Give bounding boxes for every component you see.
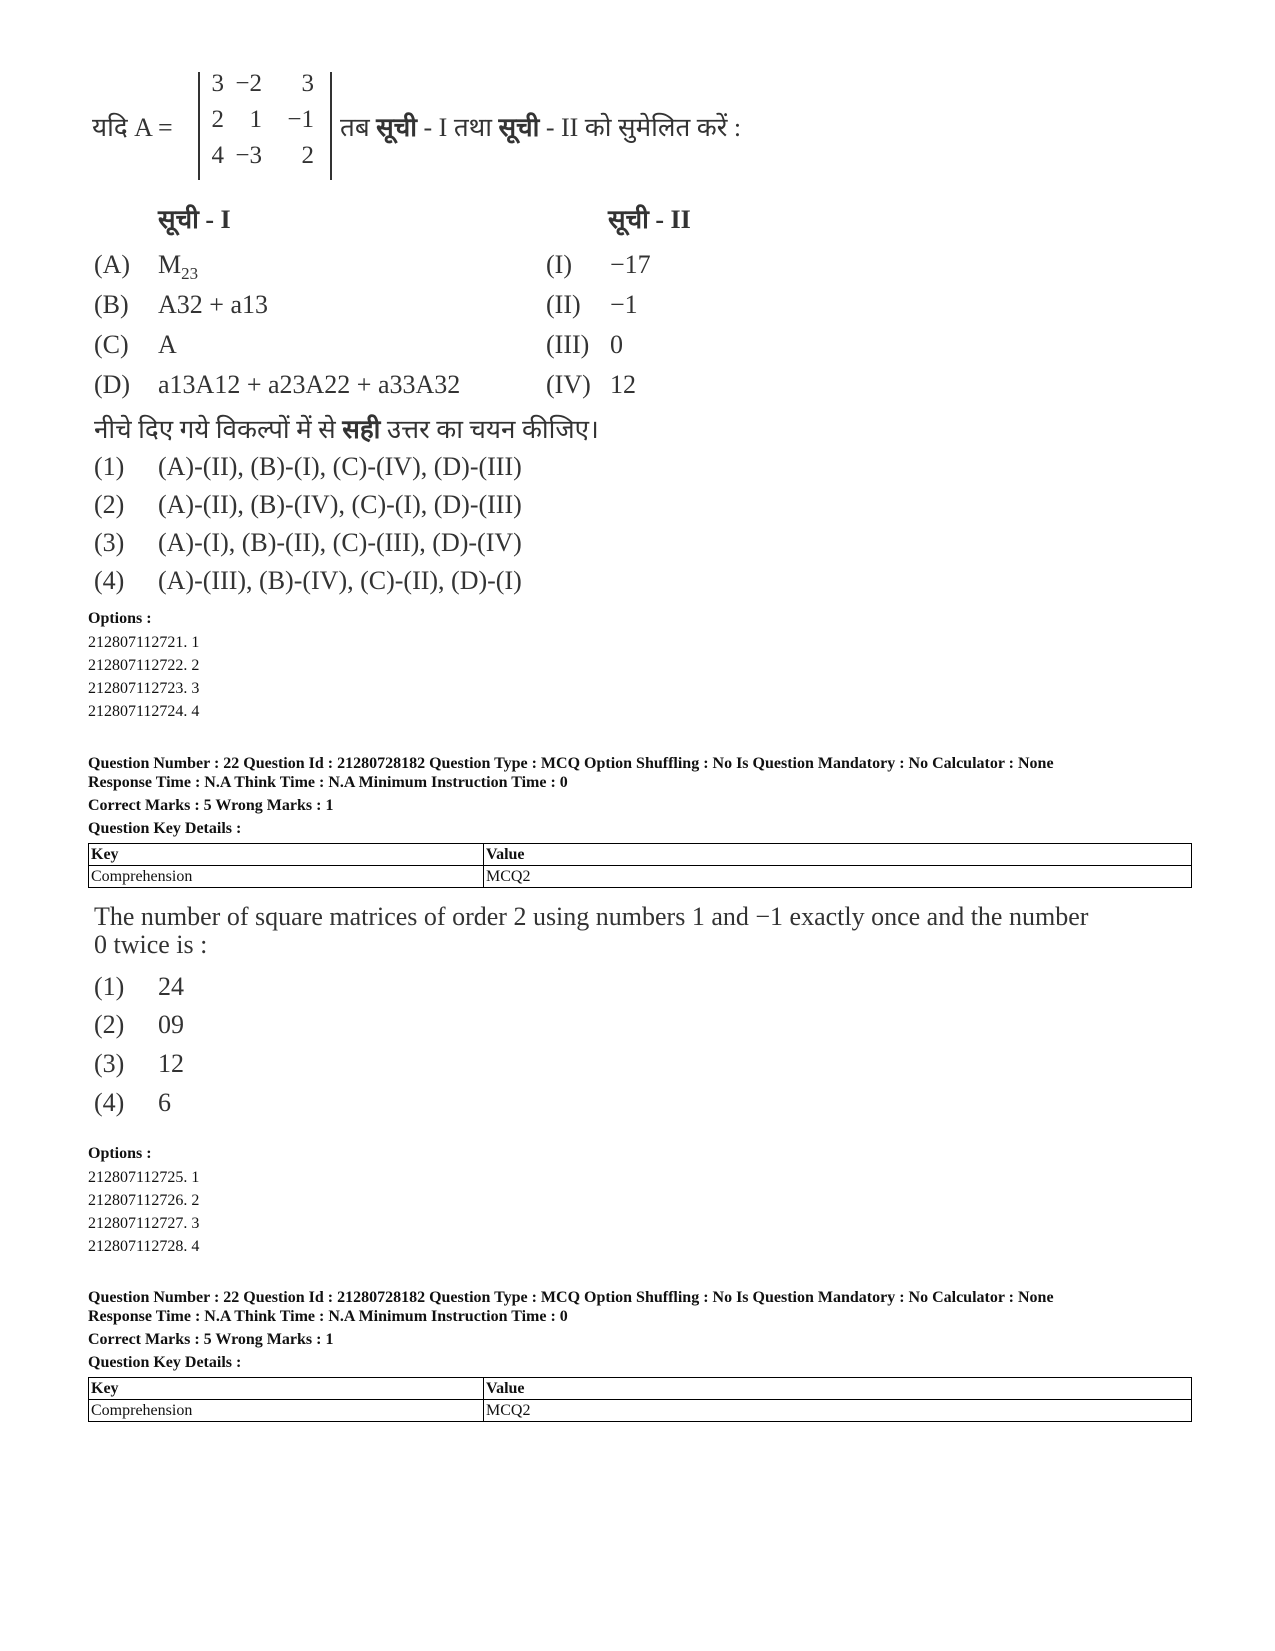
q2-option-id: 212807112727. 3 [88,1215,200,1232]
q1-options-label: Options : [88,610,152,627]
q2-choice [94,1049,184,1079]
choice-label: (3) [94,1049,125,1078]
q1-option-id: 212807112724. 4 [88,703,200,720]
q1-suchi-word-2: सूची [498,113,540,142]
q1-choice [94,490,522,520]
q2-option-id: 212807112728. 4 [88,1238,200,1255]
choice-text: 12 [158,1049,184,1078]
choice-label: (3) [94,528,125,557]
q1-suffix-2: - II को सुमेलित करें : [539,113,742,142]
table-cell-key: Comprehension [89,1400,484,1422]
list2-label: (III) [546,330,590,359]
choose-suffix: उत्तर का चयन कीजिए। [380,415,599,444]
determinant-matrix [198,72,332,180]
q1-suchi-word: सूची [376,113,417,142]
list2-item [546,250,651,280]
b2-key-details-label: Question Key Details : [88,820,242,837]
choice-label: (4) [94,1088,125,1117]
q1-choose-line [94,410,599,446]
list2-item [546,290,638,320]
list2-item [546,330,623,360]
b2-meta-line-1: Question Number : 22 Question Id : 21280728182 Question Type : MCQ Option Shuffling : No Is Question Mandatory : No Calculator : None [88,755,1054,772]
table-row [89,1400,1192,1422]
choice-text: 24 [158,972,184,1001]
choice-text: (A)-(III), (B)-(IV), (C)-(II), (D)-(I) [158,566,522,595]
list1-item [94,250,198,284]
matrix-cell: −1 [287,106,314,133]
list2-heading [608,200,691,236]
b3-key-table [88,1377,1192,1422]
choice-label: (2) [94,490,125,519]
table-header-key: Key [89,844,484,866]
matrix-cell: 2 [301,142,314,169]
list1-label: (D) [94,370,131,399]
q2-text-line-1: The number of square matrices of order 2 using numbers 1 and −1 exactly once and the number [94,902,1089,931]
b3-meta-line-2: Response Time : N.A Think Time : N.A Minimum Instruction Time : 0 [88,1308,568,1325]
list1-item [94,290,268,320]
matrix-cell: 4 [211,142,224,169]
b3-key-details-label: Question Key Details : [88,1354,242,1371]
choice-text: (A)-(II), (B)-(IV), (C)-(I), (D)-(III) [158,490,522,519]
list1-a-base: M [158,250,182,279]
list2-value: −17 [610,250,651,279]
choice-label: (1) [94,452,125,481]
choose-bold: सही [342,415,381,444]
choice-text: (A)-(II), (B)-(I), (C)-(IV), (D)-(III) [158,452,522,481]
list2-value: 12 [610,370,636,399]
q2-text-line-2: 0 twice is : [94,930,208,959]
matrix-cell: −2 [235,70,262,97]
q2-choice [94,1010,184,1040]
q1-prefix: यदि A = [92,113,173,142]
q2-option-id: 212807112726. 2 [88,1192,200,1209]
list2-label: (II) [546,290,581,319]
list2-value: −1 [610,290,638,319]
b2-meta-line-2: Response Time : N.A Think Time : N.A Minimum Instruction Time : 0 [88,774,568,791]
list1-heading-word: सूची [158,205,199,234]
list1-item [94,330,177,360]
q1-option-id: 212807112723. 3 [88,680,200,697]
b2-key-table [88,843,1192,888]
q1-choice [94,566,522,596]
list1-heading [158,200,231,236]
list1-expr-a [158,250,199,283]
q1-choice [94,452,522,482]
choice-label: (2) [94,1010,125,1039]
list1-label: (C) [94,330,129,359]
q1-choice [94,528,522,558]
q1-instruction [340,108,741,144]
q2-choice [94,1088,171,1118]
list1-item [94,370,460,400]
q2-options-label: Options : [88,1145,152,1162]
choice-text: 6 [158,1088,171,1117]
matrix-cell: 2 [211,106,224,133]
table-cell-key: Comprehension [89,866,484,888]
choice-label: (4) [94,566,125,595]
list1-expr-b: A32 + a13 [158,290,268,319]
choice-text: (A)-(I), (B)-(II), (C)-(III), (D)-(IV) [158,528,522,557]
q1-option-id: 212807112722. 2 [88,657,200,674]
q1-tab-word: तब [340,113,370,142]
table-cell-value: MCQ2 [484,866,1192,888]
table-cell-value: MCQ2 [484,1400,1192,1422]
b3-marks: Correct Marks : 5 Wrong Marks : 1 [88,1331,334,1348]
list1-expr-c: A [158,330,177,359]
list1-expr-d: a13A12 + a23A22 + a33A32 [158,370,461,399]
list1-heading-num: - I [198,205,231,234]
table-row [89,844,1192,866]
table-header-key: Key [89,1378,484,1400]
table-header-value: Value [484,1378,1192,1400]
q1-option-id: 212807112721. 1 [88,634,200,651]
list2-value: 0 [610,330,623,359]
list2-item [546,370,636,400]
matrix-cell: 3 [301,70,314,97]
list1-a-sub: 23 [181,263,199,283]
list1-label: (A) [94,250,131,279]
b3-meta-line-1: Question Number : 22 Question Id : 21280728182 Question Type : MCQ Option Shuffling : No Is Question Mandatory : No Calculator : None [88,1289,1054,1306]
list2-heading-num: - II [648,205,691,234]
q2-choice [94,972,184,1002]
list2-label: (I) [546,250,572,279]
choice-text: 09 [158,1010,184,1039]
b2-marks: Correct Marks : 5 Wrong Marks : 1 [88,797,334,814]
matrix-cell: 3 [211,70,224,97]
table-row [89,866,1192,888]
choose-prefix: नीचे दिए गये विकल्पों में से [94,415,343,444]
list2-heading-word: सूची [608,205,649,234]
q1-suffix-1: - I तथा [417,113,499,142]
q2-option-id: 212807112725. 1 [88,1169,200,1186]
table-header-value: Value [484,844,1192,866]
matrix-cell: −3 [235,142,262,169]
list1-label: (B) [94,290,129,319]
matrix-cell: 1 [249,106,262,133]
list2-label: (IV) [546,370,591,399]
table-row [89,1378,1192,1400]
choice-label: (1) [94,972,125,1001]
